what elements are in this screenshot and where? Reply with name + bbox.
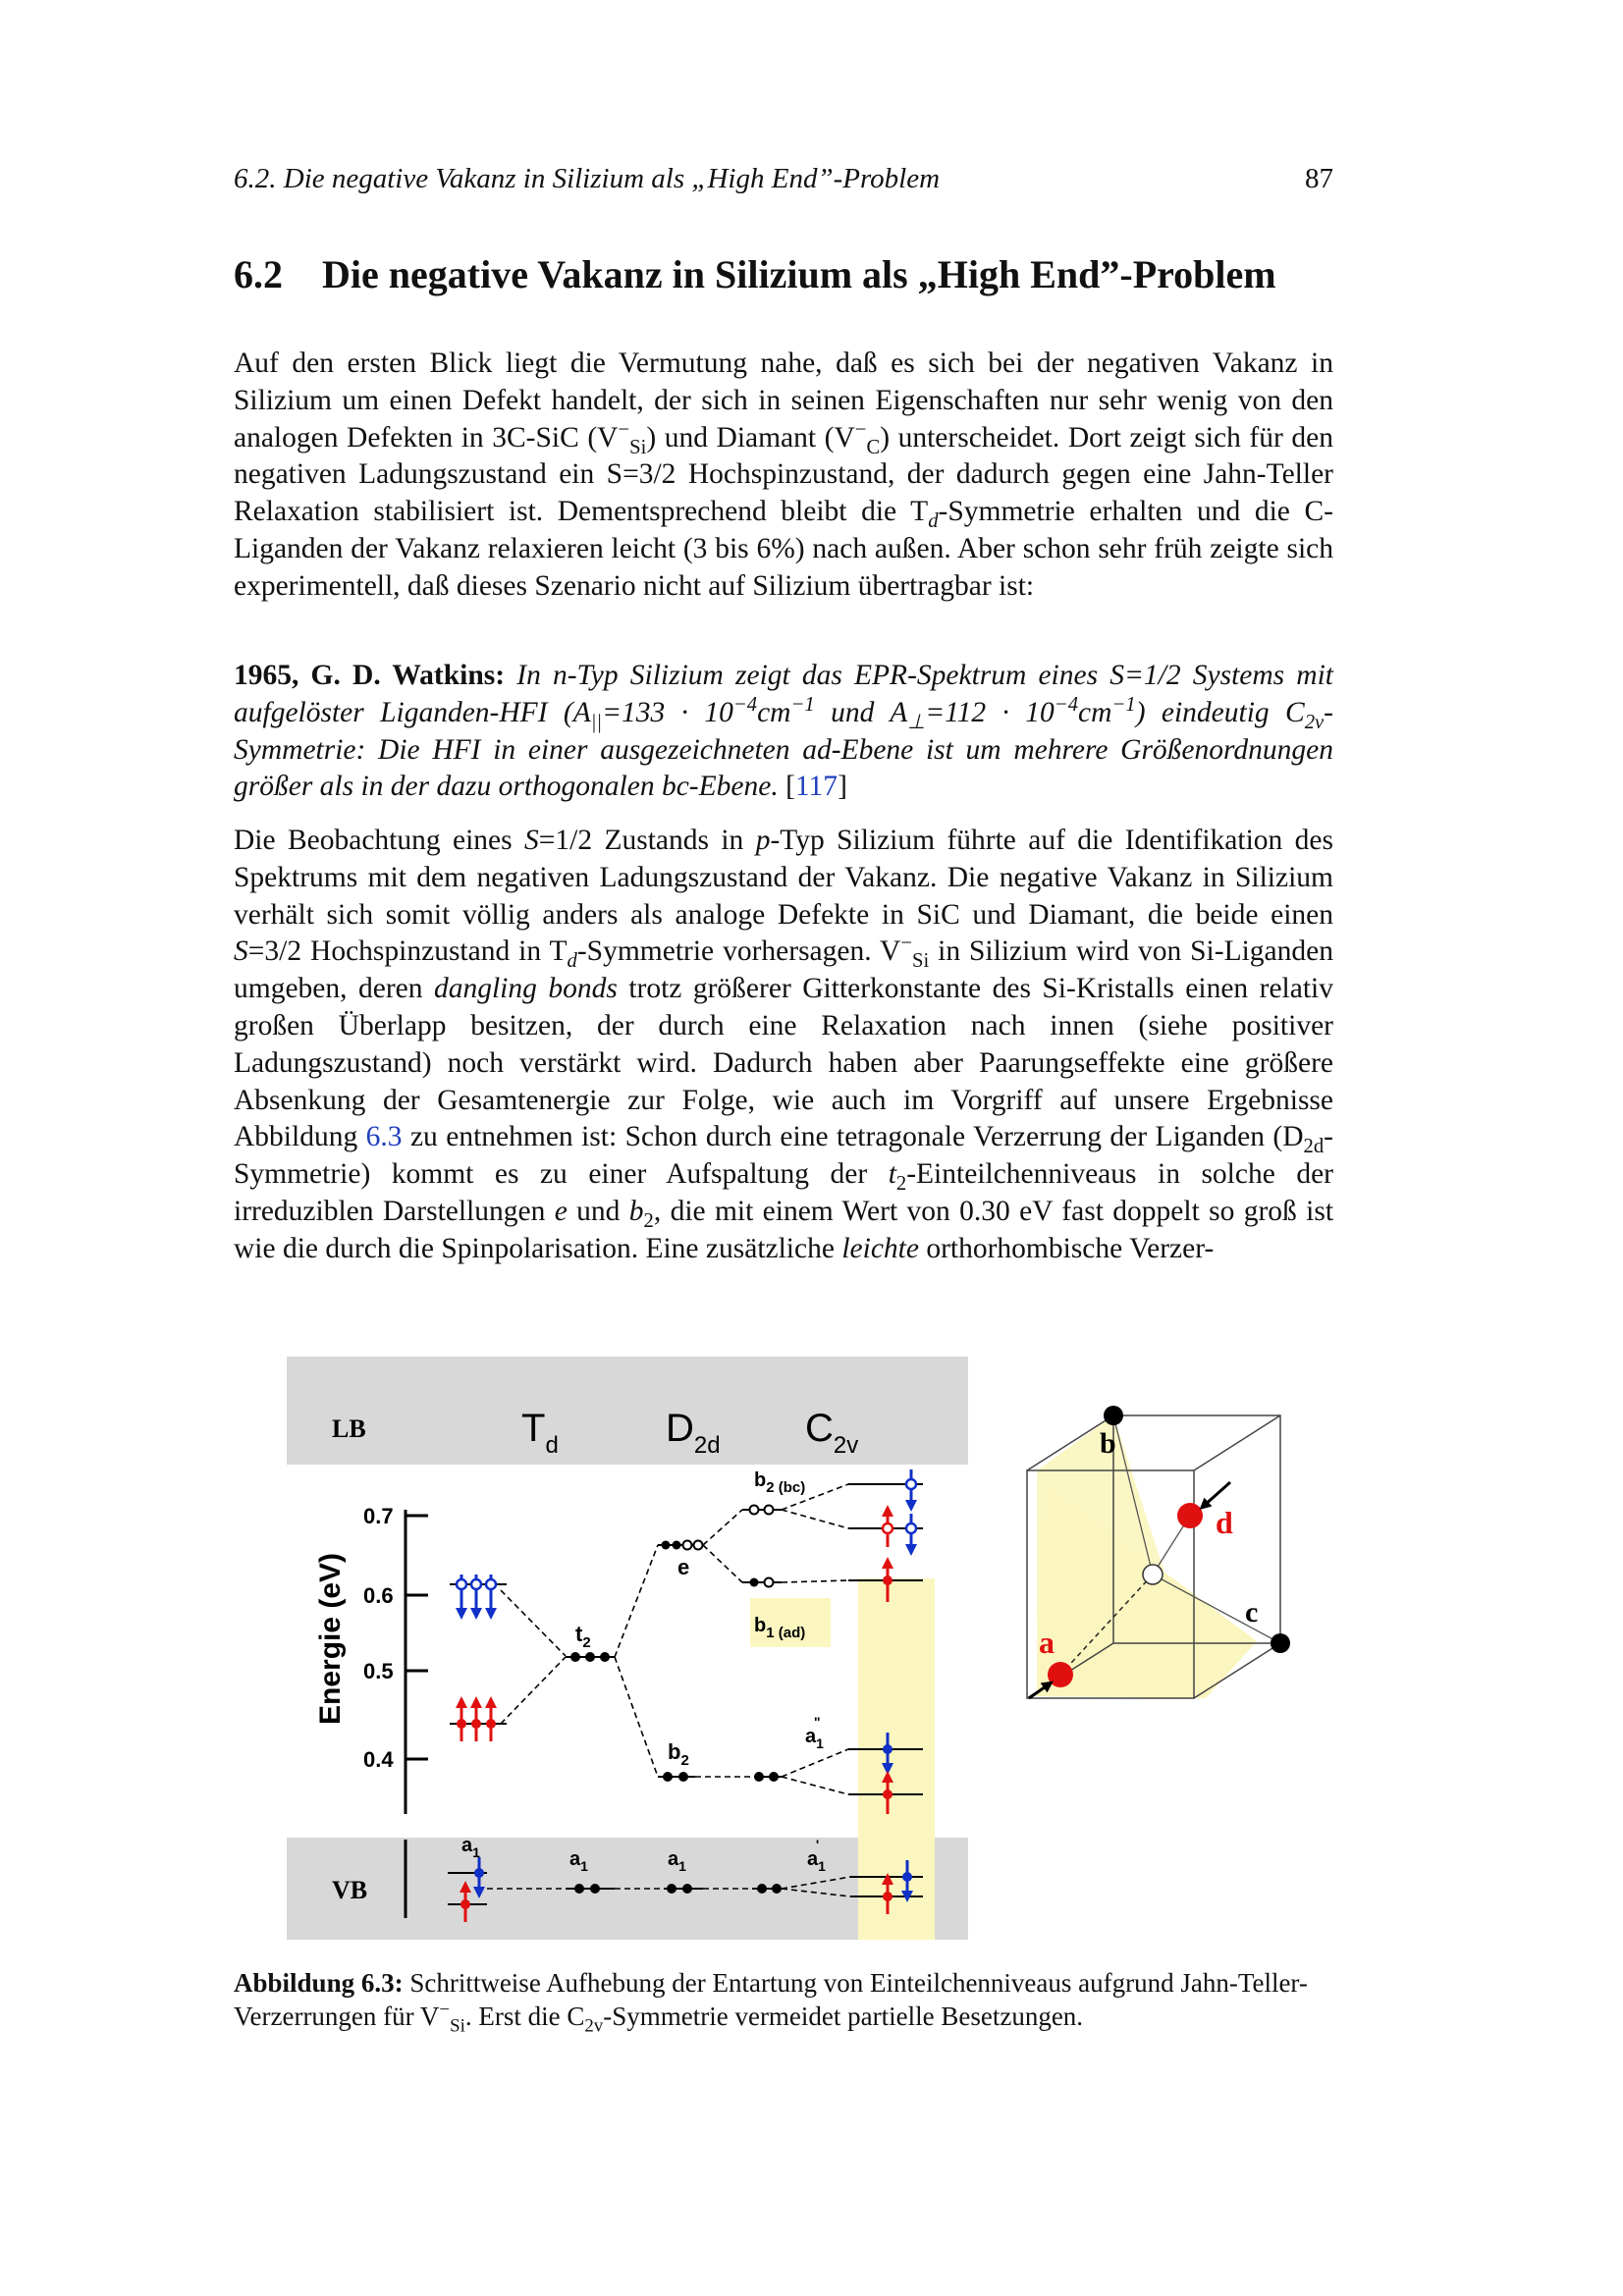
label-d: d bbox=[1216, 1505, 1233, 1540]
running-head-title: 6.2. Die negative Vakanz in Silizium als „High End”-Problem bbox=[234, 163, 941, 194]
paragraph-2: Die Beobachtung eines S=1/2 Zustands in p-Typ Silizium führte auf die Identifikation des Spektrums mit dem negativen Ladungszustand der Vakanz. Die negative Vakanz in Silizium verhält sich somit völlig anders als analoge Defekte in SiC und Diamant, die beide einen S=3/2 Hochspinzustand in $T_d$-Symmetrie vorhersagen. $V^-_{Si}$ in Silizium wird von Si-Liganden umgeben, deren dangling bonds trotz größerer Gitterkonstante des Si-Kristalls einen relativ großen Überlapp besitzen, der durch eine Relaxation nach innen (siehe positiver Ladungszustand) noch verstärkt wird. Dadurch haben aber Paarungseffekte eine größere Absenkung der Gesamtenergie zur Folge, wie auch im Vorgriff auf unsere Ergebnisse Abbildung 6.3 zu entnehmen ist: Schon durch eine tetragonale Verzerrung der Liganden $(D_{2d}-Symmetrie)$ kommt es zu einer Aufspaltung der $t_2$-Einteilchenniveaus in solche der irreduziblen Darstellungen e und $b_2$, die mit einem Wert von 0.30 eV fast doppelt so groß ist wie die durch die Spinpolarisation. Eine zusätzliche leichte orthorhombische Verzer- bbox=[234, 825, 1334, 1264]
tick-label: 0.5 bbox=[363, 1659, 394, 1683]
figure-link[interactable]: 6.3 bbox=[365, 1121, 403, 1153]
tick-label: 0.7 bbox=[363, 1504, 394, 1528]
ligand-d bbox=[1177, 1503, 1203, 1528]
page-number: 87 bbox=[1305, 163, 1333, 194]
c2v-b1-electrons bbox=[883, 1511, 916, 1550]
lb-label: LB bbox=[332, 1415, 366, 1443]
svg-text:b1 (ad): $b_{1 (ad)}$ bbox=[754, 1615, 806, 1641]
running-head bbox=[234, 163, 1333, 202]
ligand-b bbox=[1104, 1406, 1123, 1425]
c2v-b2-electron bbox=[906, 1469, 916, 1506]
vb-label: VB bbox=[332, 1876, 368, 1904]
td-header: $T_d$ bbox=[521, 1407, 559, 1459]
section-number: 6.2 bbox=[234, 252, 283, 296]
a1-double-prime-level bbox=[754, 1714, 824, 1782]
svg-text:a1: $a_1$ bbox=[668, 1848, 686, 1874]
paragraph-1: Auf den ersten Blick liegt die Vermutung nahe, daß es sich bei der negativen Vakanz in Silizium um einen Defekt handelt, der sich in seinen Eigenschaften nur sehr wenig von den analogen Defekten in 3C-SiC $(V^-_{Si})$ und Diamant $(V^-_C)$ unterscheidet. Dort zeigt sich für den negativen Ladungszustand ein S=3/2 Hochspinzustand, der dadurch gegen eine Jahn-Teller Relaxation stabilisiert ist. Dementsprechend bleibt die $T_d$-Symmetrie erhalten und die C-Liganden der Vakanz relaxieren leicht (3 bis 6%) nach außen. Aber schon sehr früh zeigte sich experimentell, daß dieses Szenario nicht auf Silizium übertragbar ist: bbox=[234, 347, 1334, 602]
section-title: Die negative Vakanz in Silizium als „High End”-Problem bbox=[322, 252, 1276, 296]
e-level bbox=[658, 1541, 703, 1580]
label-b: b bbox=[1100, 1427, 1116, 1460]
td-red-triplet bbox=[450, 1702, 507, 1741]
tick-label: 0.4 bbox=[363, 1747, 394, 1772]
watkins-quote: 1965, G. D. Watkins: In n-Typ Silizium zeigt das EPR-Spektrum eines S=1/2 Systems mit aufgelöster Liganden-HFI ($A_{||}=133 \cdot 10^{-4}cm^{-1}$ und $A_\perp=112 \cdot 10^{-4}cm^{-1}$) eindeutig $C_{2v}$-Symmetrie: Die HFI in einer ausgezeichneten ad-Ebene ist um mehrere Größenordnungen größer als in der dazu orthogonalen bc-Ebene. [117] bbox=[234, 660, 1333, 803]
c2v-highlight bbox=[858, 1578, 935, 1940]
svg-text:a1': $a_1'$ bbox=[807, 1837, 826, 1874]
svg-text:e: e bbox=[677, 1555, 690, 1579]
t2-level bbox=[566, 1622, 615, 1662]
caption-label: Abbildung 6.3: bbox=[234, 1968, 404, 1998]
citation-link[interactable]: 117 bbox=[794, 771, 839, 803]
td-blue-triplet bbox=[450, 1575, 507, 1614]
section-heading bbox=[234, 251, 1353, 297]
label-c: c bbox=[1245, 1596, 1259, 1629]
quote-lead: 1965, G. D. Watkins: bbox=[234, 660, 506, 691]
svg-text:a1: $a_1$ bbox=[569, 1848, 588, 1874]
tick-labels bbox=[363, 1504, 394, 1772]
svg-text:b2 (bc): $b_{2 (bc)}$ bbox=[754, 1469, 806, 1496]
svg-text:a1: $a_1$ bbox=[461, 1835, 480, 1860]
svg-text:b2: $b_2$ bbox=[668, 1739, 689, 1769]
b2-level bbox=[658, 1739, 695, 1782]
tick-label: 0.6 bbox=[363, 1583, 394, 1608]
svg-text:a1": $a_1$" bbox=[805, 1714, 824, 1751]
conduction-band bbox=[287, 1357, 968, 1465]
c2v-header: $C_{2v}$ bbox=[805, 1407, 859, 1459]
b1-ad-level bbox=[742, 1578, 831, 1648]
vacancy-cube bbox=[1027, 1406, 1290, 1698]
axis-label: Energie (eV) bbox=[314, 1552, 347, 1725]
d2d-header: $D_{2d}$ bbox=[666, 1407, 721, 1459]
figure-caption: Abbildung 6.3: Schrittweise Aufhebung der Entartung von Einteilchenniveaus aufgrund Jahn-Teller-Verzerrungen für $V^-_{Si}$. Erst die $C_{2v}$-Symmetrie vermeidet partielle Besetzungen. bbox=[234, 1968, 1308, 2037]
ligand-a bbox=[1048, 1662, 1073, 1687]
b2-bc-level bbox=[742, 1469, 805, 1515]
ligand-c bbox=[1271, 1633, 1290, 1653]
figure-6-3 bbox=[283, 1357, 1294, 1955]
axis-ticks bbox=[406, 1516, 428, 1759]
svg-text:t2: $t_2$ bbox=[575, 1622, 591, 1651]
label-a: a bbox=[1039, 1625, 1055, 1660]
